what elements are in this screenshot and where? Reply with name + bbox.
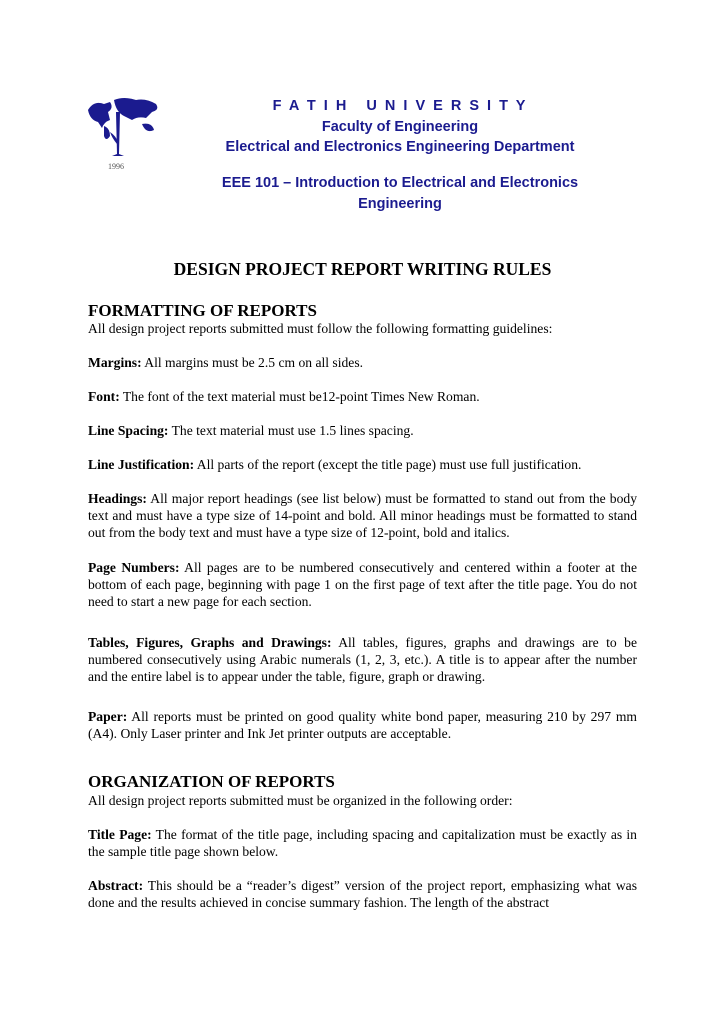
rule-label: Tables, Figures, Graphs and Drawings: [88, 635, 332, 650]
rule-abstract [88, 877, 637, 911]
faculty-name: Faculty of Engineering [321, 119, 479, 135]
rule-text: The font of the text material must be12-point Times New Roman. [119, 389, 480, 404]
rule-text: All pages are to be numbered consecutively and centered within a footer at the bottom of each page, beginning with page 1 on the first page of text after the title page. You do not need to start a new page for each section. [88, 560, 637, 609]
rule-label: Line Spacing: [88, 423, 169, 438]
rule-text: All major report headings (see list below) must be formatted to stand out from the body text and must have a type size of 14-point and bold. All minor headings must be formatted to stand out from the body text and must have a type size of 12-point, bold and italics. [88, 491, 637, 540]
rule-text: All reports must be printed on good quality white bond paper, measuring 210 by 297 mm (A4). Only Laser printer and Ink Jet printer outputs are acceptable. [88, 709, 637, 741]
rule-label: Page Numbers: [88, 560, 180, 575]
rule-paper [88, 708, 637, 742]
section-heading-organization: ORGANIZATION OF REPORTS [88, 772, 335, 791]
rule-text: All tables, figures, graphs and drawings are to be numbered consecutively using Arabic numerals (1, 2, 3, etc.). A title is to appear after the number and the entire label is to appear under the table, figure, graph or drawing. [88, 635, 637, 684]
rule-title-page [88, 826, 637, 860]
rule-text: All parts of the report (except the title page) must use full justification. [194, 457, 582, 472]
rule-label: Headings: [88, 491, 147, 506]
rule-text: All margins must be 2.5 cm on all sides. [141, 355, 364, 370]
course-title-line1: EEE 101 – Introduction to Electrical and Electronics [221, 175, 579, 191]
rule-label: Margins: [88, 355, 142, 370]
rule-text: The format of the title page, including spacing and capitalization must be exactly as in the sample title page shown below. [88, 827, 637, 859]
rule-tables-figures [88, 634, 637, 685]
section-heading-formatting: FORMATTING OF REPORTS [88, 301, 317, 320]
rule-label: Paper: [88, 709, 128, 724]
rule-label: Abstract: [88, 878, 144, 893]
document-title: DESIGN PROJECT REPORT WRITING RULES [173, 259, 552, 279]
section-intro: All design project reports submitted must follow the following formatting guidelines: [88, 321, 553, 336]
logo-year: 1996 [108, 162, 124, 171]
rule-text: The text material must use 1.5 lines spacing. [168, 423, 414, 438]
rule-label: Line Justification: [88, 457, 195, 472]
rule-line-spacing [88, 422, 637, 439]
course-title-line2: Engineering [358, 196, 442, 212]
rule-font [88, 388, 637, 405]
university-name: F A T I H U N I V E R S I T Y [272, 98, 528, 114]
rule-label: Font: [88, 389, 120, 404]
section-intro: All design project reports submitted must be organized in the following order: [88, 793, 513, 808]
rule-text: This should be a “reader’s digest” version of the project report, emphasizing what was done and the results achieved in concise summary fashion. The length of the abstract [88, 878, 637, 910]
rule-headings [88, 490, 637, 541]
rule-label: Title Page: [88, 827, 152, 842]
rule-line-justification [88, 456, 637, 473]
rule-margins [88, 354, 637, 371]
rule-page-numbers [88, 559, 637, 610]
department-name: Electrical and Electronics Engineering Department [225, 139, 575, 155]
